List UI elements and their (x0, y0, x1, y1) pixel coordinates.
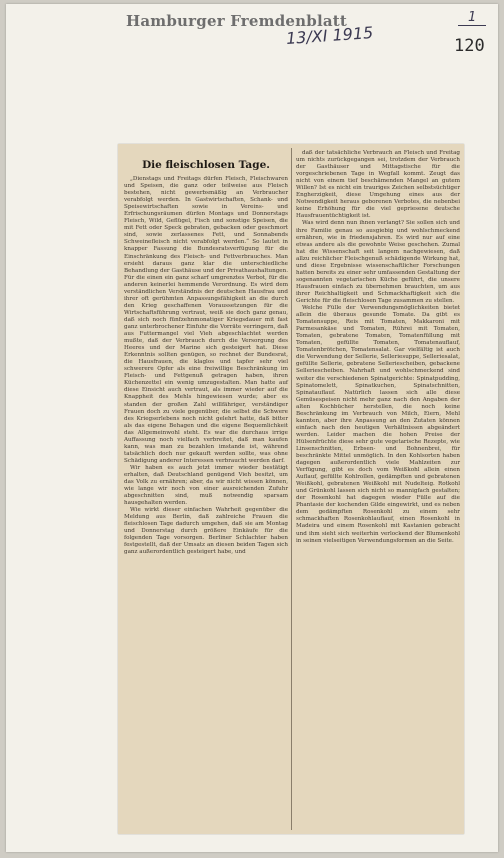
page-number: 120 (454, 36, 485, 56)
article-paragraph: Wie wirkt dieser einfachen Wahrheit gegenüber die Meldung aus Berlin, daß zahlreiche Frauen die fleischlosen Tage dadurch umgehen, daß sie am Montag und Donnerstag durch größere Einkäufe für die folgenden Tage vorsorgen. Berliner Schlachter haben festgestellt, daß der Umsatz an diesen beiden Tagen sich ganz außerordentlich gesteigert habe, und (124, 507, 288, 556)
handwritten-date: 13/XI 1915 (285, 22, 374, 49)
article-title: Die fleischlosen Tage. (142, 159, 270, 171)
handwritten-underline (458, 25, 486, 26)
handwritten-number: 1 (468, 10, 477, 25)
article-paragraph: Wir haben es auch jetzt immer wieder bestätigt erhalten, daß Deutschland genügend Vieh besitzt, um das Volk zu ernähren; aber, da wir nicht wissen können, wie lange wir noch von einer ausreichenden Zufuhr abgeschnitten sind, muß notwendig sparsam hausgehalten werden. (124, 464, 288, 507)
newspaper-masthead: Hamburger Fremdenblatt (126, 12, 348, 30)
article-paragraph: Was wird denn nun ihnen verlangt? Sie sollen sich und ihre Familie genau so ausgiebig und wohlschmeckend ernähren, wie in friedensjahren. Es wird nur auf eine etwas andere als die gewohnte Weise geschehen. Zumal hat die Wissenschaft seit langem nachgewiesen, daß allzu reichlicher Fleischgenuß schädigende Wirkung hat, und diese Ergebnisse wissenschaftlicher Forschungen hatten bereits zu einer sehr umfassenden Gestaltung der sogenannten vegetarischen Küche geführt, die unsere Hausfrauen einfach zu übernehmen brauchten, um aus ihrer Reichhaltigkeit und Schmackhaftigkeit sich die Gerichte für die fleischlosen Tage zusammen zu stellen. (296, 220, 460, 304)
article-paragraph: „Dienstags und Freitags dürfen Fleisch, Fleischwaren und Speisen, die ganz oder teilweise aus Fleisch bestehen, nicht gewerbsmäßig an Verbraucher verabfolgt werden. In Gastwirtschaften, Schank- und Speisewirtschaften sowie in Vereins- und Erfrischungsräumen dürfen Montags und Donnerstags Fleisch, Wild, Geflügel, Fisch und sonstige Speisen, die mit Fett oder Speck gebraten, gebacken oder geschmort sind, sowie zerlassenes Fett, und Sonnabends Schweinefleisch nicht verabfolgt werden.“ So lautet in knapper Fassung die Bundesratsverfügung für die Einschränkung des Fleisch- und Fettverbrauches. Man ersieht daraus ganz klar die unterschiedliche Behandlung der Gasthäuse und der Privathaushaltungen. Für die einen ein ganz scharf umgrenztes Verbot, für die anderen keinerlei hemmende Verordnung. Es wird dem verständlichen Verständnis der deutschen Hausfrau und ihrer oft gerühmten Anpassungsfähigkeit an die durch den Krieg geschaffenen Voraussetzungen für die Wirtschaftsführung vertraut, weiß sie doch ganz genau, daß sich noch fünfzehnmonatiger Kriegsdauer mit fast ganz unterbrochener Einfuhr die Vorräte verringern, daß aus Futtermangel viel Vieh abgeschlachtet werden mußte, daß der Verbrauch durch die Versorgung des Heeres und der Marine sich gesteigert hat. Diese Erkenntnis sollten genügen, so rechnet der Bundesrat, die Hausfrauen, die klaglos und tapfer sehr viel schwerere Opfer als eine freiwillige Beschränkung im Fleisch- und Fettgenuß getragen haben, ihren Küchenzettel ein wenig umzugestalten. Man hatte auf diese Einsicht auch vertraut, als immer wieder auf die Knappheit des Mehls hingewiesen wurde; aber es standen der großen Zahl willfähriger, verständiger Frauen doch zu viele gegenüber, die selbst die Schwere des Kriegserlebens noch nicht gelehrt hatte, daß bitter als das eigene Behagen und die eigene Bequemlichkeit das Allgemeinwohl steht. Es war die durchaus irrige Auffassung noch vielfach verbreitet, daß man kaufen kann, was man zu bezahlen imstande ist, während tatsächlich doch nur gekauft werden sollte, was ohne Schädigung anderer Interessen verbraucht werden darf. (124, 176, 288, 464)
article-paragraph: Welche Fülle der Verwendungsmöglichkeiten bietet allein die überaus gesunde Tomate. Da gibt es Tomatensuppe, Reis mit Tomaten, Makkaroni mit Parmesankäse und Tomaten, Rührei mit Tomaten, Tomaten, gebratene Tomaten, Tomatenfüllung mit Tomaten, gefüllte Tomaten, Tomatenauflauf, Tomatenbrötchen, Tomatensalat. Gar vielfältig ist auch die Verwendung der Sellerie, Selleriesuppe, Selleriesalat, gefüllte Sellerie, gebratene Selleriescheiben, gebackene Selleriescheiben. Nahrhaft und wohlschmeckend sind weiter die verschiedenen Spinatgerichte: Spinatpudding, Spinatomelett, Spinatkuchen, Spinatschnitten, Spinatauflauf. Natürlich lassen sich alle diese Gemüsespeisen nicht mehr ganz nach den Angaben der alten Kochbücher herstellen, die noch keine Beschränkung im Verbrauch von Milch, Eiern, Mehl kannten, aber ihre Anpassung an den Zutaten können einfach nach den heutigen Verhältnissen abgeändert werden. Leider machen die hohen Preise der Hülsenfrüchte diese sehr gute vegetarische Rezepte, wie Linsenschnitten, Erbsen- und Bohnenbrei, für beschränkte Mittel unmöglich. In den Kohlsorten haben dagegen außerordentlich viele Mahlzeiten zur Verfügung, gibt es doch vom Weißkohl allein einen Auflauf, gefüllte Kohlrollen, gedämpften und gebratenen Weißkohl, gebratenen Weißkohl mit Nudelteig. Rotkohl und Grünkohl lassen sich nicht so mannigfach gestalten; der Rosenkohl hat dagegen wieder Fülle auf die Phantasie der kochenden Gilde eingewirkt, und es neben dem gedämpften Rosenkohl zu einem sehr schmackhaften Rosenkohlauflauf, einen Rosenkohl in Madeira und einem Rosenkohl mit Kastanien gebracht und ihm sieht sich weiterhin verlockend der Blumenkohl in seinen vielseitigen Verwendungsformen an die Seite. (296, 305, 460, 544)
archive-sheet (6, 4, 498, 852)
column-divider (291, 148, 292, 830)
newspaper-clipping (118, 144, 464, 834)
article-right-column (296, 150, 460, 545)
article-left-column (124, 150, 288, 557)
article-paragraph: daß der tatsächliche Verbrauch an Fleisch und Freitag um nichts zurückgegangen sei, trotzdem der Verbrauch der Gasthäuser und Mittagstische für die vorgeschriebenen Tage in Wegfall kommt. Zeugt das nicht von einem tief beschämenden Mangel an gutem Willen? Ist es nicht ein trauriges Zeichen selbstsüchtiger Engherzigkeit, diese Umgehung eines aus der Notwendigkeit heraus geborenen Verbotes, die nebenbei keine Erhöhung für die viel gepriesene deutsche Hausfrauentüchtigkeit ist. (296, 150, 460, 220)
